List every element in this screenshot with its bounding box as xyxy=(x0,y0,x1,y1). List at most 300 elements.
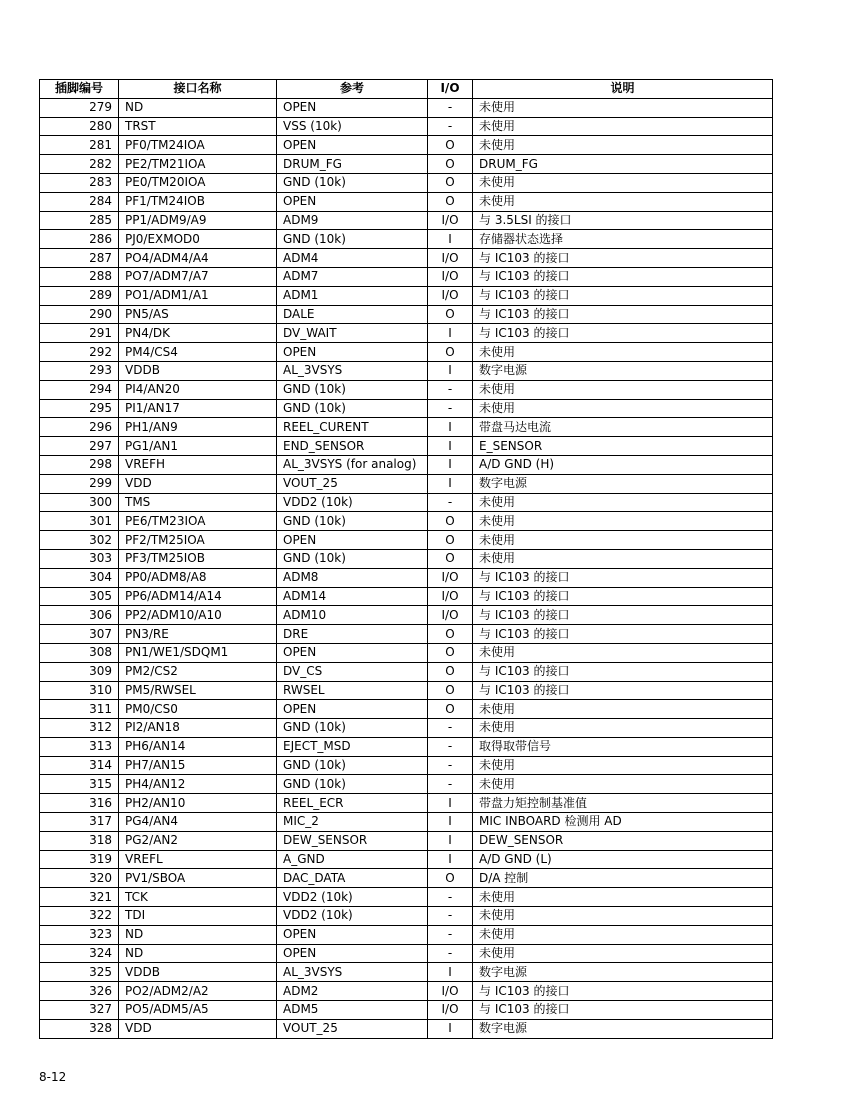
cell-pin-number: 299 xyxy=(40,474,119,493)
table-row xyxy=(40,869,773,888)
cell-interface-name: PE0/TM20IOA xyxy=(119,173,277,192)
cell-reference: RWSEL xyxy=(277,681,428,700)
cell-interface-name: TMS xyxy=(119,493,277,512)
cell-io: O xyxy=(428,173,473,192)
cell-description: A/D GND (H) xyxy=(473,455,773,474)
cell-io: I xyxy=(428,437,473,456)
cell-description: 未使用 xyxy=(473,643,773,662)
cell-io: I xyxy=(428,474,473,493)
cell-interface-name: PE2/TM21IOA xyxy=(119,155,277,174)
table-row xyxy=(40,455,773,474)
table-row xyxy=(40,1001,773,1020)
cell-interface-name: PO1/ADM1/A1 xyxy=(119,286,277,305)
cell-pin-number: 289 xyxy=(40,286,119,305)
cell-interface-name: PP0/ADM8/A8 xyxy=(119,568,277,587)
table-row xyxy=(40,173,773,192)
cell-pin-number: 285 xyxy=(40,211,119,230)
cell-pin-number: 310 xyxy=(40,681,119,700)
cell-description: 未使用 xyxy=(473,944,773,963)
cell-interface-name: PH2/AN10 xyxy=(119,794,277,813)
table-header xyxy=(40,80,773,99)
cell-interface-name: PO5/ADM5/A5 xyxy=(119,1001,277,1020)
cell-pin-number: 298 xyxy=(40,455,119,474)
cell-reference: OPEN xyxy=(277,700,428,719)
cell-io: I/O xyxy=(428,267,473,286)
cell-pin-number: 326 xyxy=(40,982,119,1001)
cell-description: 数字电源 xyxy=(473,963,773,982)
cell-description: 未使用 xyxy=(473,888,773,907)
cell-interface-name: PO2/ADM2/A2 xyxy=(119,982,277,1001)
cell-pin-number: 297 xyxy=(40,437,119,456)
cell-interface-name: VDDB xyxy=(119,963,277,982)
cell-reference: GND (10k) xyxy=(277,549,428,568)
cell-io: - xyxy=(428,925,473,944)
table-body xyxy=(40,98,773,1038)
cell-pin-number: 315 xyxy=(40,775,119,794)
cell-reference: EJECT_MSD xyxy=(277,737,428,756)
table-row xyxy=(40,643,773,662)
cell-reference: GND (10k) xyxy=(277,775,428,794)
cell-interface-name: ND xyxy=(119,925,277,944)
cell-interface-name: PH4/AN12 xyxy=(119,775,277,794)
cell-pin-number: 294 xyxy=(40,380,119,399)
table-row xyxy=(40,117,773,136)
cell-description: 与 IC103 的接口 xyxy=(473,662,773,681)
cell-reference: VDD2 (10k) xyxy=(277,907,428,926)
cell-interface-name: ND xyxy=(119,944,277,963)
cell-io: - xyxy=(428,493,473,512)
cell-pin-number: 304 xyxy=(40,568,119,587)
cell-reference: DRUM_FG xyxy=(277,155,428,174)
cell-interface-name: PN1/WE1/SDQM1 xyxy=(119,643,277,662)
cell-interface-name: PG1/AN1 xyxy=(119,437,277,456)
table-row xyxy=(40,343,773,362)
cell-description: D/A 控制 xyxy=(473,869,773,888)
table-row xyxy=(40,944,773,963)
cell-description: 数字电源 xyxy=(473,474,773,493)
cell-interface-name: PM4/CS4 xyxy=(119,343,277,362)
cell-pin-number: 309 xyxy=(40,662,119,681)
cell-description: 数字电源 xyxy=(473,361,773,380)
cell-interface-name: PV1/SBOA xyxy=(119,869,277,888)
cell-description: 未使用 xyxy=(473,700,773,719)
cell-reference: OPEN xyxy=(277,944,428,963)
cell-io: - xyxy=(428,719,473,738)
cell-description: 与 IC103 的接口 xyxy=(473,587,773,606)
cell-description: 未使用 xyxy=(473,512,773,531)
cell-description: A/D GND (L) xyxy=(473,850,773,869)
cell-interface-name: PN4/DK xyxy=(119,324,277,343)
cell-interface-name: VREFH xyxy=(119,455,277,474)
cell-pin-number: 283 xyxy=(40,173,119,192)
cell-interface-name: TRST xyxy=(119,117,277,136)
cell-pin-number: 296 xyxy=(40,418,119,437)
cell-pin-number: 308 xyxy=(40,643,119,662)
cell-description: 未使用 xyxy=(473,493,773,512)
table-row xyxy=(40,192,773,211)
cell-description: 与 IC103 的接口 xyxy=(473,681,773,700)
pin-table xyxy=(39,79,773,1039)
cell-pin-number: 313 xyxy=(40,737,119,756)
cell-pin-number: 322 xyxy=(40,907,119,926)
cell-interface-name: PP1/ADM9/A9 xyxy=(119,211,277,230)
cell-reference: A_GND xyxy=(277,850,428,869)
cell-io: O xyxy=(428,136,473,155)
table-row xyxy=(40,549,773,568)
cell-io: - xyxy=(428,117,473,136)
table-row xyxy=(40,474,773,493)
table-row xyxy=(40,587,773,606)
cell-reference: REEL_ECR xyxy=(277,794,428,813)
cell-pin-number: 293 xyxy=(40,361,119,380)
cell-reference: ADM7 xyxy=(277,267,428,286)
cell-description: 带盘力矩控制基准值 xyxy=(473,794,773,813)
cell-pin-number: 323 xyxy=(40,925,119,944)
cell-io: I xyxy=(428,324,473,343)
cell-io: O xyxy=(428,192,473,211)
cell-io: I xyxy=(428,1019,473,1038)
table-row xyxy=(40,418,773,437)
cell-pin-number: 290 xyxy=(40,305,119,324)
cell-description: 与 IC103 的接口 xyxy=(473,249,773,268)
cell-description: 数字电源 xyxy=(473,1019,773,1038)
cell-io: - xyxy=(428,888,473,907)
cell-io: I/O xyxy=(428,249,473,268)
cell-pin-number: 303 xyxy=(40,549,119,568)
cell-interface-name: PJ0/EXMOD0 xyxy=(119,230,277,249)
cell-io: - xyxy=(428,380,473,399)
cell-io: O xyxy=(428,625,473,644)
cell-reference: GND (10k) xyxy=(277,719,428,738)
table-row xyxy=(40,286,773,305)
cell-reference: VSS (10k) xyxy=(277,117,428,136)
cell-interface-name: PN3/RE xyxy=(119,625,277,644)
cell-interface-name: PH6/AN14 xyxy=(119,737,277,756)
cell-interface-name: VDDB xyxy=(119,361,277,380)
cell-reference: VDD2 (10k) xyxy=(277,888,428,907)
cell-interface-name: TCK xyxy=(119,888,277,907)
cell-reference: VDD2 (10k) xyxy=(277,493,428,512)
cell-reference: ADM5 xyxy=(277,1001,428,1020)
cell-description: DEW_SENSOR xyxy=(473,831,773,850)
cell-io: I/O xyxy=(428,587,473,606)
cell-reference: DALE xyxy=(277,305,428,324)
cell-reference: GND (10k) xyxy=(277,230,428,249)
cell-description: 与 IC103 的接口 xyxy=(473,324,773,343)
table-row xyxy=(40,625,773,644)
cell-reference: AL_3VSYS (for analog) xyxy=(277,455,428,474)
cell-pin-number: 312 xyxy=(40,719,119,738)
cell-interface-name: VDD xyxy=(119,474,277,493)
cell-reference: GND (10k) xyxy=(277,512,428,531)
cell-pin-number: 305 xyxy=(40,587,119,606)
cell-description: E_SENSOR xyxy=(473,437,773,456)
cell-description: 未使用 xyxy=(473,925,773,944)
cell-reference: OPEN xyxy=(277,531,428,550)
table-row xyxy=(40,700,773,719)
cell-interface-name: PI2/AN18 xyxy=(119,719,277,738)
cell-description: 未使用 xyxy=(473,173,773,192)
table-row xyxy=(40,267,773,286)
cell-reference: AL_3VSYS xyxy=(277,963,428,982)
cell-interface-name: PO4/ADM4/A4 xyxy=(119,249,277,268)
cell-pin-number: 311 xyxy=(40,700,119,719)
cell-pin-number: 306 xyxy=(40,606,119,625)
cell-description: 与 IC103 的接口 xyxy=(473,305,773,324)
cell-interface-name: PO7/ADM7/A7 xyxy=(119,267,277,286)
header-pin-number: 插脚编号 xyxy=(40,80,119,99)
cell-reference: GND (10k) xyxy=(277,399,428,418)
cell-pin-number: 288 xyxy=(40,267,119,286)
cell-description: 取得取带信号 xyxy=(473,737,773,756)
table-row xyxy=(40,361,773,380)
cell-description: 未使用 xyxy=(473,136,773,155)
cell-io: I/O xyxy=(428,211,473,230)
cell-description: 与 IC103 的接口 xyxy=(473,606,773,625)
table-row xyxy=(40,831,773,850)
cell-io: O xyxy=(428,549,473,568)
cell-pin-number: 316 xyxy=(40,794,119,813)
cell-pin-number: 314 xyxy=(40,756,119,775)
cell-description: 与 IC103 的接口 xyxy=(473,568,773,587)
cell-io: I xyxy=(428,831,473,850)
table-row xyxy=(40,662,773,681)
cell-reference: ADM9 xyxy=(277,211,428,230)
table-row xyxy=(40,813,773,832)
cell-interface-name: PN5/AS xyxy=(119,305,277,324)
cell-pin-number: 292 xyxy=(40,343,119,362)
cell-description: 未使用 xyxy=(473,98,773,117)
cell-io: I xyxy=(428,813,473,832)
table-row xyxy=(40,794,773,813)
table-row xyxy=(40,775,773,794)
cell-interface-name: PG2/AN2 xyxy=(119,831,277,850)
cell-pin-number: 328 xyxy=(40,1019,119,1038)
cell-interface-name: PM2/CS2 xyxy=(119,662,277,681)
cell-reference: DV_WAIT xyxy=(277,324,428,343)
cell-io: I xyxy=(428,418,473,437)
cell-interface-name: PI4/AN20 xyxy=(119,380,277,399)
cell-description: 与 IC103 的接口 xyxy=(473,982,773,1001)
cell-reference: AL_3VSYS xyxy=(277,361,428,380)
cell-interface-name: VREFL xyxy=(119,850,277,869)
cell-description: 与 IC103 的接口 xyxy=(473,267,773,286)
table-row xyxy=(40,1019,773,1038)
cell-reference: ADM14 xyxy=(277,587,428,606)
cell-io: O xyxy=(428,869,473,888)
cell-io: O xyxy=(428,700,473,719)
cell-reference: OPEN xyxy=(277,343,428,362)
cell-io: I/O xyxy=(428,606,473,625)
cell-io: - xyxy=(428,907,473,926)
cell-reference: ADM8 xyxy=(277,568,428,587)
table-row xyxy=(40,531,773,550)
page-number: 8-12 xyxy=(39,1070,67,1084)
cell-pin-number: 291 xyxy=(40,324,119,343)
cell-io: - xyxy=(428,737,473,756)
cell-pin-number: 280 xyxy=(40,117,119,136)
cell-pin-number: 279 xyxy=(40,98,119,117)
cell-interface-name: PF3/TM25IOB xyxy=(119,549,277,568)
table-row xyxy=(40,982,773,1001)
table-row xyxy=(40,737,773,756)
table-row xyxy=(40,888,773,907)
cell-description: 未使用 xyxy=(473,343,773,362)
cell-reference: VOUT_25 xyxy=(277,1019,428,1038)
cell-interface-name: PM5/RWSEL xyxy=(119,681,277,700)
cell-interface-name: PF2/TM25IOA xyxy=(119,531,277,550)
cell-io: I/O xyxy=(428,982,473,1001)
cell-interface-name: PH1/AN9 xyxy=(119,418,277,437)
cell-io: I xyxy=(428,963,473,982)
cell-description: 未使用 xyxy=(473,549,773,568)
table-row xyxy=(40,399,773,418)
cell-reference: DV_CS xyxy=(277,662,428,681)
cell-reference: OPEN xyxy=(277,925,428,944)
table-row xyxy=(40,380,773,399)
table-row xyxy=(40,136,773,155)
cell-interface-name: ND xyxy=(119,98,277,117)
cell-reference: GND (10k) xyxy=(277,756,428,775)
cell-pin-number: 300 xyxy=(40,493,119,512)
cell-io: I xyxy=(428,794,473,813)
table-row xyxy=(40,907,773,926)
cell-pin-number: 286 xyxy=(40,230,119,249)
cell-pin-number: 327 xyxy=(40,1001,119,1020)
cell-reference: GND (10k) xyxy=(277,380,428,399)
cell-reference: OPEN xyxy=(277,643,428,662)
cell-description: 与 IC103 的接口 xyxy=(473,1001,773,1020)
cell-interface-name: PE6/TM23IOA xyxy=(119,512,277,531)
table-row xyxy=(40,719,773,738)
cell-reference: ADM2 xyxy=(277,982,428,1001)
cell-interface-name: PF0/TM24IOA xyxy=(119,136,277,155)
cell-pin-number: 295 xyxy=(40,399,119,418)
cell-io: - xyxy=(428,944,473,963)
cell-io: O xyxy=(428,531,473,550)
cell-interface-name: PH7/AN15 xyxy=(119,756,277,775)
cell-interface-name: PP6/ADM14/A14 xyxy=(119,587,277,606)
cell-pin-number: 318 xyxy=(40,831,119,850)
header-description: 说明 xyxy=(473,80,773,99)
table-row xyxy=(40,211,773,230)
cell-reference: MIC_2 xyxy=(277,813,428,832)
cell-description: 未使用 xyxy=(473,775,773,794)
cell-description: 未使用 xyxy=(473,399,773,418)
cell-pin-number: 320 xyxy=(40,869,119,888)
table-row xyxy=(40,925,773,944)
cell-description: 未使用 xyxy=(473,380,773,399)
table-row xyxy=(40,249,773,268)
cell-pin-number: 325 xyxy=(40,963,119,982)
cell-description: MIC INBOARD 检测用 AD xyxy=(473,813,773,832)
cell-interface-name: PG4/AN4 xyxy=(119,813,277,832)
cell-reference: ADM4 xyxy=(277,249,428,268)
cell-io: - xyxy=(428,775,473,794)
cell-interface-name: PP2/ADM10/A10 xyxy=(119,606,277,625)
table-row xyxy=(40,963,773,982)
table-row xyxy=(40,756,773,775)
cell-interface-name: PM0/CS0 xyxy=(119,700,277,719)
header-io: I/O xyxy=(428,80,473,99)
cell-pin-number: 281 xyxy=(40,136,119,155)
cell-io: I/O xyxy=(428,286,473,305)
header-row xyxy=(40,80,773,99)
cell-description: 未使用 xyxy=(473,117,773,136)
cell-description: 与 IC103 的接口 xyxy=(473,286,773,305)
cell-interface-name: VDD xyxy=(119,1019,277,1038)
cell-pin-number: 307 xyxy=(40,625,119,644)
cell-pin-number: 324 xyxy=(40,944,119,963)
cell-pin-number: 282 xyxy=(40,155,119,174)
header-interface-name: 接口名称 xyxy=(119,80,277,99)
cell-reference: DRE xyxy=(277,625,428,644)
cell-pin-number: 321 xyxy=(40,888,119,907)
cell-interface-name: TDI xyxy=(119,907,277,926)
cell-io: O xyxy=(428,662,473,681)
cell-io: O xyxy=(428,643,473,662)
cell-interface-name: PF1/TM24IOB xyxy=(119,192,277,211)
cell-io: I/O xyxy=(428,568,473,587)
cell-pin-number: 319 xyxy=(40,850,119,869)
cell-io: O xyxy=(428,681,473,700)
cell-io: O xyxy=(428,305,473,324)
table-row xyxy=(40,305,773,324)
cell-reference: OPEN xyxy=(277,136,428,155)
cell-interface-name: PI1/AN17 xyxy=(119,399,277,418)
cell-pin-number: 302 xyxy=(40,531,119,550)
cell-reference: ADM1 xyxy=(277,286,428,305)
cell-io: I xyxy=(428,850,473,869)
cell-reference: DEW_SENSOR xyxy=(277,831,428,850)
table-row xyxy=(40,512,773,531)
table-row xyxy=(40,681,773,700)
cell-pin-number: 287 xyxy=(40,249,119,268)
cell-description: 未使用 xyxy=(473,192,773,211)
header-reference: 参考 xyxy=(277,80,428,99)
table-row xyxy=(40,606,773,625)
cell-description: 未使用 xyxy=(473,531,773,550)
cell-reference: END_SENSOR xyxy=(277,437,428,456)
cell-pin-number: 301 xyxy=(40,512,119,531)
cell-io: - xyxy=(428,98,473,117)
cell-io: I xyxy=(428,361,473,380)
cell-reference: GND (10k) xyxy=(277,173,428,192)
cell-pin-number: 284 xyxy=(40,192,119,211)
cell-description: 未使用 xyxy=(473,719,773,738)
table-row xyxy=(40,324,773,343)
cell-description: 带盘马达电流 xyxy=(473,418,773,437)
cell-io: I xyxy=(428,455,473,474)
cell-description: 与 IC103 的接口 xyxy=(473,625,773,644)
cell-reference: DAC_DATA xyxy=(277,869,428,888)
table-row xyxy=(40,850,773,869)
cell-description: DRUM_FG xyxy=(473,155,773,174)
table-row xyxy=(40,437,773,456)
cell-reference: VOUT_25 xyxy=(277,474,428,493)
cell-io: I xyxy=(428,230,473,249)
cell-reference: REEL_CURENT xyxy=(277,418,428,437)
cell-reference: ADM10 xyxy=(277,606,428,625)
cell-io: - xyxy=(428,756,473,775)
cell-description: 存储器状态选择 xyxy=(473,230,773,249)
table-row xyxy=(40,230,773,249)
table-row xyxy=(40,568,773,587)
cell-reference: OPEN xyxy=(277,192,428,211)
cell-reference: OPEN xyxy=(277,98,428,117)
table-row xyxy=(40,493,773,512)
cell-description: 与 3.5LSI 的接口 xyxy=(473,211,773,230)
